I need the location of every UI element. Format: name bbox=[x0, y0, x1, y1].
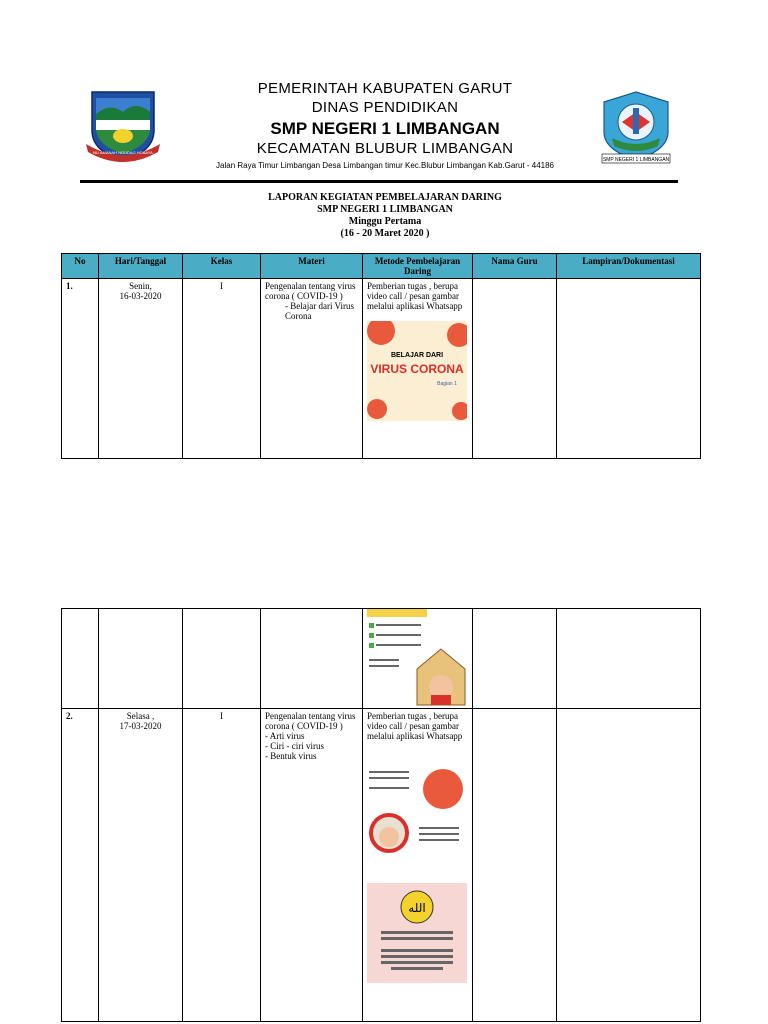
report-period: (16 - 20 Maret 2020 ) bbox=[340, 228, 430, 239]
row-material: Pengenalan tentang virus corona ( COVID-19 ) - Belajar dari Virus Corona bbox=[261, 279, 363, 459]
row-class: I bbox=[183, 709, 261, 1022]
row-method-continued bbox=[363, 609, 473, 709]
col-header-material: Materi bbox=[261, 254, 363, 279]
allah-reminder-card bbox=[367, 883, 467, 983]
row-day-date: Senin, 16-03-2020 bbox=[99, 279, 183, 459]
row-attachment bbox=[557, 709, 701, 1022]
svg-text:SMP NEGERI 1 LIMBANGAN: SMP NEGERI 1 LIMBANGAN bbox=[602, 157, 670, 163]
col-header-day-date: Hari/Tanggal bbox=[99, 254, 183, 279]
letterhead-line-government: PEMERINTAH KABUPATEN GARUT bbox=[257, 80, 513, 97]
col-header-class: Kelas bbox=[183, 254, 261, 279]
col-header-no: No bbox=[62, 254, 99, 279]
letterhead-address: Jalan Raya Timur Limbangan Desa Limbangan timur Kec.Blubur Limbangan Kab.Garut - 44186 bbox=[216, 161, 554, 170]
col-header-teacher: Nama Guru bbox=[473, 254, 557, 279]
report-title: LAPORAN KEGIATAN PEMBELAJARAN DARING bbox=[268, 192, 502, 203]
row-teacher bbox=[473, 279, 557, 459]
activity-table-page1 bbox=[61, 253, 701, 459]
report-week: Minggu Pertama bbox=[348, 216, 422, 227]
letterhead-school-name: SMP NEGERI 1 LIMBANGAN bbox=[270, 119, 500, 138]
svg-text:Bagian 1: Bagian 1 bbox=[437, 381, 457, 387]
virus-checklist-illustration bbox=[367, 609, 467, 706]
row-teacher bbox=[473, 709, 557, 1022]
table-row bbox=[62, 279, 701, 459]
svg-text:الله: الله bbox=[408, 901, 426, 915]
row-material: Pengenalan tentang virus corona ( COVID-19 ) - Arti virus - Ciri - ciri virus - Bentuk virus bbox=[261, 709, 363, 1022]
virus-explanation-illustration bbox=[367, 761, 467, 861]
row-day-date: Selasa , 17-03-2020 bbox=[99, 709, 183, 1022]
svg-text:NU AMANAH NGUDAG HOBAYA: NU AMANAH NGUDAG HOBAYA bbox=[93, 150, 153, 155]
activity-table-page2 bbox=[61, 608, 701, 1022]
row-class: I bbox=[183, 279, 261, 459]
row-no: 2. bbox=[62, 709, 99, 1022]
svg-text:BELAJAR DARI: BELAJAR DARI bbox=[390, 352, 444, 359]
svg-text:VIRUS CORONA: VIRUS CORONA bbox=[370, 362, 464, 376]
col-header-attachment: Lampiran/Dokumentasi bbox=[557, 254, 701, 279]
garut-crest-logo bbox=[84, 86, 162, 164]
letterhead-line-department: DINAS PENDIDIKAN bbox=[311, 99, 459, 116]
table-row bbox=[62, 709, 701, 1022]
row-attachment bbox=[557, 279, 701, 459]
table-row-continuation bbox=[62, 609, 701, 709]
letterhead-divider bbox=[80, 180, 678, 183]
row-method: Pemberian tugas , berupa video call / pesan gambar melalui aplikasi Whatsapp الله bbox=[363, 709, 473, 1022]
report-school: SMP NEGERI 1 LIMBANGAN bbox=[317, 204, 453, 215]
letterhead-line-district: KECAMATAN BLUBUR LIMBANGAN bbox=[256, 140, 514, 157]
belajar-dari-virus-corona-poster bbox=[367, 321, 467, 421]
col-header-method: Metode Pembelajaran Daring bbox=[363, 254, 473, 279]
row-method: Pemberian tugas , berupa video call / pesan gambar melalui aplikasi Whatsapp BELAJAR DARI VIRUS CORONA Bagian 1 bbox=[363, 279, 473, 459]
row-no: 1. bbox=[62, 279, 99, 459]
